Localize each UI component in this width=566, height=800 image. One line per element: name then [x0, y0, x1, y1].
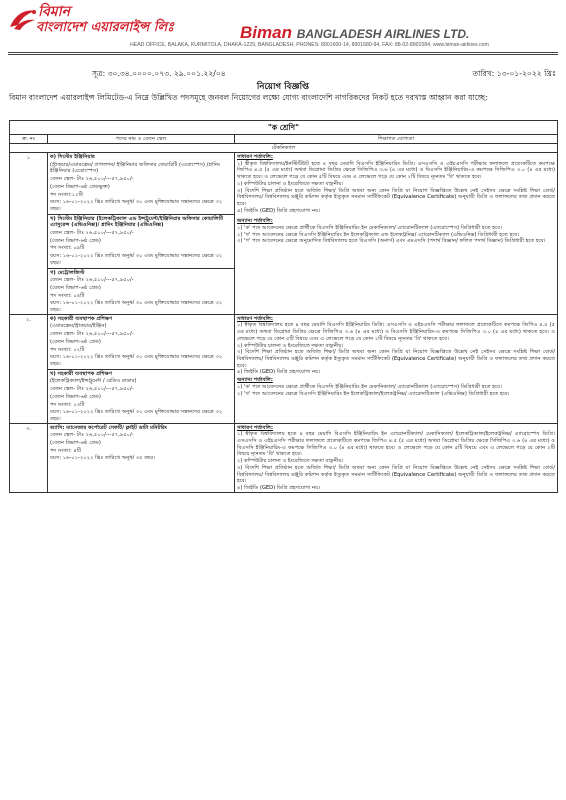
- category-row: [10, 121, 558, 135]
- post-cell: [48, 314, 235, 423]
- qualification-item: ৪) জিইডি (GED) ডিগ্রি গ্রহণযোগ্য নয়।: [237, 207, 321, 214]
- table-row: [10, 314, 558, 423]
- qualification-item: ৪) জিইডি (GED) ডিগ্রি গ্রহণযোগ্য নয়।: [237, 369, 321, 376]
- table-header: [10, 135, 558, 144]
- qualification-heading: সাধারণ শর্তাবলি:: [237, 315, 273, 322]
- post-title: খ) সহকারী ব্যবস্থাপক প্রশিক্ষণ: [50, 370, 112, 377]
- post-detail: বয়স: ১৬-০১-২০২২ খ্রিঃ তারিখে অনুর্ধ্ব ৩০ এবং মুক্তিযোদ্ধার সন্তানদের ক্ষেত্রে ৩২ বছর।: [50, 253, 223, 266]
- qualification-item: ৩) 'গ' পদে আবেদনের ক্ষেত্রে অনুমোদিত বিশ্ববিদ্যালয় হতে বিএসসি (অনার্স) এবং এমএসসি (পদার্থ বিজ্ঞান/ ফলিত পদার্থ বিজ্ঞান) ডিগ্রিধারী হতে হবে।: [237, 238, 546, 245]
- post-detail: পদ সংখ্যা: ০৩টি: [50, 401, 85, 408]
- letterhead-divider: [8, 52, 558, 53]
- qualification-heading: সাধারণ শর্তাবলি:: [237, 424, 273, 431]
- post-block: [50, 315, 232, 368]
- qualification-item: ১) স্বীকৃত বিশ্ববিদ্যালয় হতে ৪ বছর মেয়াদি বিএসসি ইঞ্জিনিয়ারিং ইন এ্যারোনটিক্যাল/ মেকানিক্যাল/ ইলেকট্রিক্যাল/ইলেকট্রনিক্স/ এ্যারোস্পেস ডিগ্রি। এসএসসি ও এইচএসসি পরীক্ষার ফলাফলে প্রত্যেকটিতে কমপক্ষে জিপিএ ৪.৫ (৫ এর মধ্যে) অথবা ডিপ্লোমা ডিগ্রির ক্ষেত্রে সিজিপিএ ৩.৬ (৪ এর মধ্যে) ও বিএসসি ইঞ্জিনিয়ারিং-এ কমপক্ষে সিজিপিএ ৩.০ (৪ এর মধ্যে) থাকতে হবে। ও লেভেলে গড়ে যে কোন ৫টি বিষয়ে এবং এ লেভেলে গড়ে যে কোন ২টি বিষয়ে ন্যূনতম 'বি' থাকতে হবে।: [237, 431, 555, 458]
- brand-word: Biman: [240, 23, 292, 42]
- vacancy-table: [9, 120, 558, 493]
- post-detail: বেতন স্কেল- টাঃ ২৬,৫০০/---৫৭,৯৫০/-: [50, 176, 134, 183]
- memo-date: তারিখ: ১৩-০১-২০২২ খ্রিঃ: [472, 69, 556, 78]
- post-detail: পদ সংখ্যা:১২টি: [50, 191, 83, 198]
- qualification-item: ১) স্বীকৃত বিশ্ববিদ্যালয় হতে ৪ বছর মেয়াদি বিএসসি ইঞ্জিনিয়ারিং ডিগ্রি। এসএসসি ও এইচএসসি পরীক্ষার ফলাফলে প্রত্যেকটিতে কমপক্ষে জিপিএ ৪.৫ (৫ এর মধ্যে) অথবা ডিপ্লোমা ডিগ্রির ক্ষেত্রে সিজিপিএ ৩.৬ (৪ এর মধ্যে) ও বিএসসি ইঞ্জিনিয়ারিং-এ কমপক্ষে সিজিপিএ ৩.০ (৪ এর মধ্যে) থাকতে হবে। ও লেভেলে গড়ে যে কোন ৫টি বিষয়ে এবং এ লেভেলে গড়ে যে কোন ২টি বিষয়ে ন্যূনতম 'বি' থাকতে হবে।: [237, 322, 555, 342]
- letterhead-address: HEAD OFFICE, BALAKA, KURMITOLA, DHAKA-1229, BANGLADESH, PHONES: 8901600-14, 8901680-94, FAX: 88-02-8901584, www.biman-airlines.com: [130, 42, 489, 48]
- post-block: [48, 268, 234, 314]
- qualification-heading: অন্যান্য শর্তাবলি:: [237, 218, 273, 225]
- serial-cell: ৩.: [10, 423, 48, 492]
- post-detail: (স্ট্রাকচার/এয়ারফ্রেম/ প্রপালশন/ ইঞ্জিনিয়ার অফিসার তেয়ারিটি (এরোস্পেস) /প্লানিং ইঞ্জিনিয়ার (এরোস্পেস): [50, 161, 221, 175]
- table-row: [10, 153, 558, 315]
- post-detail: (বেতন বিভাগ-৬ষ্ঠ গ্রেড): [50, 284, 101, 291]
- qualification-item: ৩) বিদেশি শিক্ষা প্রতিষ্ঠান হতে অর্জিত শিক্ষা/ ডিগ্রি অথবা অন্য কোন ডিগ্রি যা নিয়োগ বিজ্ঞপ্তিতে উল্লেখ নেই সেইসব ক্ষেত্রে সংশ্লিষ্ট শিক্ষা বোর্ড/ বিশ্ববিদ্যালয়/ বিশ্ববিদ্যালয় মঞ্জুরি কমিশন কর্তৃক ইস্যুকৃত সমমান সার্টিফিকেট (Equivalence Certificate) অনুযায়ী ডিগ্রি ও ফলাফলের তথ্য প্রদান করতে হবে।: [237, 464, 555, 485]
- category-label: "ক শ্রেণি": [10, 121, 558, 135]
- post-detail: (এয়ারফ্রেম/স্ট্রাকচার/ইঞ্জিন): [50, 323, 107, 330]
- post-block: [48, 369, 234, 423]
- section-row: [10, 144, 558, 153]
- intro-paragraph: বিমান বাংলাদেশ এয়ারলাইন্স লিমিটেড-এ নিম্নে উল্লিখিত পদসমূহে জনবল নিয়োগের লক্ষ্যে যোগ্য বাংলাদেশি নাগরিকদের নিকট হতে দরখাস্ত আহ্বান করা যাচ্ছে:: [9, 93, 488, 102]
- memo-number: সূত্র: ৩০.৩৪.০০০০.০৭৩. ২৯.০০১.২২/০৪: [92, 69, 226, 78]
- qualification-item: ২) কম্পিউটার চালনা ও ইংরেজিতে দক্ষতা বাঞ্ছনীয়।: [237, 342, 344, 349]
- qualification-cell: [235, 423, 558, 492]
- section-technical: টেকনিক্যাল: [10, 144, 558, 153]
- brand-subtitle: BANGLADESH AIRLINES LTD.: [296, 27, 470, 41]
- qualification-item: ১) 'ক' পদে আবেদনের ক্ষেত্রে প্রার্থীকে বিএসসি ইঞ্জিনিয়ারিং ইন মেকানিক্যাল/ এ্যারোনটিক্যাল (এ্যারোস্পেস) ডিগ্রিধারী হতে হবে।: [237, 383, 502, 390]
- qualification-cell: [235, 153, 558, 315]
- post-cell: [48, 153, 235, 315]
- logo-bengali-text: [38, 5, 174, 35]
- post-detail: পদ সংখ্যা: ০২টি: [50, 346, 85, 353]
- post-detail: (ইলেকট্রিক্যাল/ইন্সট্রুমেন্ট / রেডিও রাডার): [50, 378, 137, 385]
- qualification-item: ৪) জিইডি (GED) ডিগ্রি গ্রহণযোগ্য নয়।: [237, 484, 321, 491]
- post-block: [50, 424, 232, 463]
- post-block: [48, 214, 234, 267]
- letterhead: [8, 5, 558, 51]
- post-title: অ্যাসি: ম্যানেজার কর্পোরেট সেফটি/ ফ্লাইট ডাটা মনিটরিং: [50, 424, 168, 431]
- post-title: খ) সিস্টেম ইঞ্জিনিয়ার (ইলেকট্রিক্যাল এন্ড ইন্সট্রুমেন্ট/ইঞ্জিনিয়ার অফিসার কোয়ালিটি এ্যাসুরেন্স (এভিওনিক্স)/ প্লানিং ইঞ্জিনিয়ার (এভিওনিক্স): [50, 215, 224, 229]
- logo-bn-line2: বাংলাদেশ এয়ারলাইন্স লিঃ: [36, 20, 175, 35]
- post-detail: পদ সংখ্যা: ০৪টি: [50, 292, 85, 299]
- qualification-heading: অন্যান্য শর্তাবলি:: [237, 377, 273, 384]
- qualification-heading: সাধারণ শর্তাবলি:: [237, 154, 273, 160]
- post-detail: পদ সংখ্যা: ৪টি: [50, 447, 82, 454]
- qualification-item: ২) কম্পিউটার চালনা ও ইংরেজিতে দক্ষতা বাঞ্ছনীয়।: [237, 458, 344, 465]
- qualification-item: ১) 'ক' পদে আবেদনের ক্ষেত্রে প্রার্থীকে বিএসসি ইঞ্জিনিয়ারিং ইন মেকানিক্যাল/ এ্যারোনটিক্যাল (এ্যারোস্পেস) ডিগ্রিধারী হতে হবে।: [237, 225, 502, 232]
- post-detail: (বেতন বিভাগ-৬ষ্ঠ গ্রেড): [50, 393, 101, 400]
- post-title: ক) সহকারী ব্যবস্থাপক প্রশিক্ষণ: [50, 315, 113, 322]
- post-detail: (বেতন বিভাগ-৬ষ্ঠ গ্রেড): [50, 237, 101, 244]
- qualification-item: ৩) বিদেশি শিক্ষা প্রতিষ্ঠান হতে অর্জিত শিক্ষা/ ডিগ্রি অথবা অন্য কোন ডিগ্রি যা নিয়োগ বিজ্ঞপ্তিতে উল্লেখ নেই সেইসব ক্ষেত্রে সংশ্লিষ্ট শিক্ষা বোর্ড/ বিশ্ববিদ্যালয়/ বিশ্ববিদ্যালয় মঞ্জুরি কমিশন কর্তৃক ইস্যুকৃত সমমান সার্টিফিকেট (Equivalence Certificate) অনুযায়ী ডিগ্রি ও ফলাফলের তথ্য প্রদান করতে হবে।: [237, 187, 555, 207]
- post-detail: বেতন স্কেল- টাঃ ২৬,৫০০/---৫৭,৯৫০/-: [50, 331, 134, 338]
- post-block: [50, 153, 232, 213]
- qualification-item: ২) কম্পিউটার চালনা ও ইংরেজিতে দক্ষতা বাঞ্ছনীয়।: [237, 180, 344, 187]
- qualification-item: ২) 'খ' পদে আবেদনের ক্ষেত্রে বিএসসি ইঞ্জিনিয়ারিং ইন ইলেকট্রিক্যাল/ইলেকট্রনিক্স/ এ্যারোনটিক্যাল (এভিওনিক্স) ডিগ্রিধারী হতে হবে।: [237, 390, 510, 397]
- serial-cell: ২.: [10, 314, 48, 423]
- table-row: [10, 423, 558, 492]
- post-detail: বেতন স্কেল- টাঃ ২৬,৫০০/---৫৭,৯৫০/-: [50, 230, 134, 237]
- post-detail: বেতন স্কেল- টাঃ ২৬,৫০০/---৫৭,৯৫০/-: [50, 277, 134, 284]
- post-detail: (বেতন বিভাগ-৬ষ্ঠ গ্রেডভুক্ত): [50, 183, 110, 190]
- post-detail: (বেতন বিভাগ-৬ষ্ঠ গ্রেড): [50, 338, 101, 345]
- col-header-qualification: শিক্ষাগত যোগ্যতা: [235, 135, 558, 144]
- qualification-item: ১) স্বীকৃত বিশ্ববিদ্যালয়/ইনস্টিটিউট হতে ৪ বছর মেয়াদি বিএসসি ইঞ্জিনিয়ারিং ডিগ্রি। এসএসসি ও এইচএসসি পরীক্ষার ফলাফলে প্রত্যেকটিতে কমপক্ষে জিপিএ ৪.৫ (৫ এর মধ্যে) অথবা ডিপ্লোমা ডিগ্রির ক্ষেত্রে সিজিপিএ ৩.৬ (৪ এর মধ্যে) ও বিএসসি ইঞ্জিনিয়ারিং-এ কমপক্ষে সিজিপিএ ৩.০ (৪ এর মধ্যে) থাকতে হবে। ও লেভেলে গড়ে যে কোন ৫টি বিষয়ে এবং এ লেভেলে গড়ে যে কোন ২টি বিষয়ে ন্যূনতম 'বি' থাকতে হবে।: [237, 160, 555, 181]
- qualification-cell: [235, 314, 558, 423]
- serial-cell: ১: [10, 153, 48, 315]
- post-title: ক) সিস্টেম ইঞ্জিনিয়ার: [50, 154, 95, 160]
- post-detail: বেতন স্কেল- টাঃ ২৬,৫০০/---৫৭,৯৫০/-: [50, 432, 134, 439]
- post-detail: বয়স: ১৬-০১-২০২২ খ্রিঃ তারিখে অনুর্ধ্ব ৩৫ বছর।: [50, 455, 155, 462]
- post-cell: [48, 423, 235, 492]
- letterhead-divider-thin: [8, 54, 558, 55]
- post-detail: (বেতন বিভাগ-৬ষ্ঠ গ্রেড): [50, 440, 101, 447]
- post-title: গ) মেট্রোলজিস্ট: [50, 269, 85, 276]
- post-detail: বয়স: ১৬-০১-২০২২ খ্রিঃ তারিখে অনুর্ধ্ব ৩০ এবং মুক্তিযোদ্ধার সন্তানদের ক্ষেত্রে ৩২ বছর।: [50, 300, 223, 314]
- post-detail: বয়স: ১৬-০১-২০২২ খ্রিঃ তারিখে অনুর্ধ্ব ৩০ এবং মুক্তিযোদ্ধার সন্তানদের ক্ষেত্রে ৩২ বছর।: [50, 354, 223, 367]
- post-detail: বয়স: ১৬-০১-২০২২ খ্রিঃ তারিখে অনুর্ধ্ব ৩০ এবং মুক্তিযোদ্ধার সন্তানদের ক্ষেত্রে ৩২ বছর।: [50, 199, 223, 212]
- post-detail: পদ সংখ্যা: ০৯টি: [50, 245, 85, 252]
- col-header-serial: ক্র: নং: [10, 135, 48, 144]
- qualification-item: ৩) বিদেশি শিক্ষা প্রতিষ্ঠান হতে অর্জিত শিক্ষা/ ডিগ্রি অথবা অন্য কোন ডিগ্রি যা নিয়োগ বিজ্ঞপ্তিতে উল্লেখ নেই সেইসব ক্ষেত্রে সংশ্লিষ্ট শিক্ষা বোর্ড/ বিশ্ববিদ্যালয়/ বিশ্ববিদ্যালয় মঞ্জুরি কমিশন কর্তৃক ইস্যুকৃত সমমান সার্টিফিকেট (Equivalence Certificate) অনুযায়ী ডিগ্রি ও ফলাফলের তথ্য প্রদান করতে হবে।: [237, 349, 555, 369]
- post-detail: বয়স: ১৬-০১-২০২২ খ্রিঃ তারিখে অনুর্ধ্ব ৩০ এবং মুক্তিযোদ্ধার সন্তানদের ক্ষেত্রে ৩২ বছর।: [50, 409, 223, 422]
- col-header-post: পদের নাম ও বেতন স্কেল: [48, 135, 235, 144]
- post-detail: বেতন স্কেল- টাঃ ২৬,৫০০/---৫৭,৯৫০/-: [50, 386, 134, 393]
- logo-bn-line1: বিমান: [38, 4, 70, 20]
- page-title: নিয়োগ বিজ্ঞপ্তি: [256, 82, 310, 92]
- brand-name: [240, 23, 469, 43]
- biman-stork-logo-icon: [8, 7, 38, 33]
- qualification-item: ২) 'খ' পদে আবেদনের ক্ষেত্রে বিএসসি ইঞ্জিনিয়ারিং ইন ইলেকট্রিক্যাল এন্ড ইলেকট্রনিক্স/ এ্যারোনটিক্যাল (এভিওনিক্স) ডিগ্রিধারী হতে হবে।: [237, 231, 520, 238]
